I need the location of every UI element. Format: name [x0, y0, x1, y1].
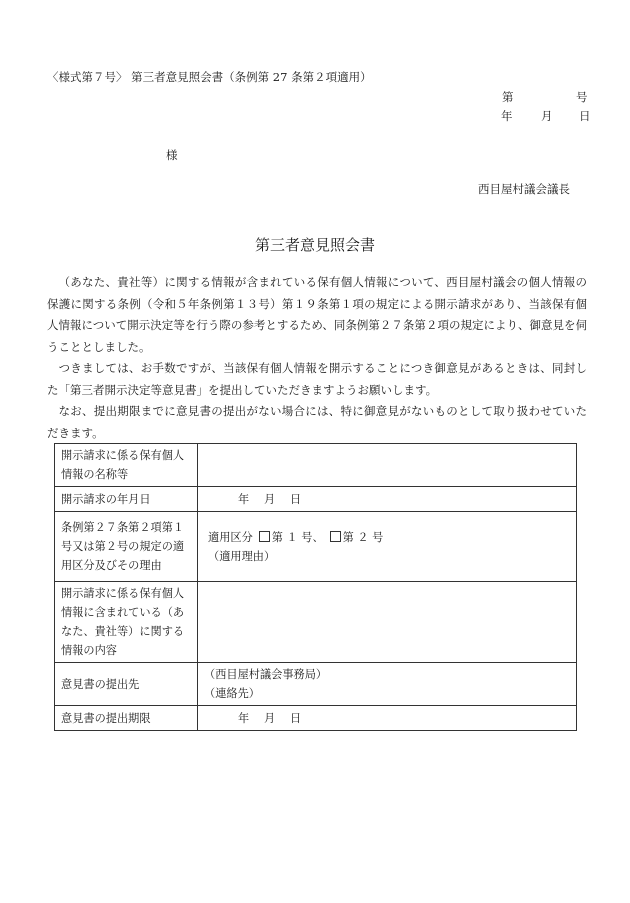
row-label-submit-to: 意見書の提出先 — [55, 663, 198, 706]
request-year: 年 — [238, 492, 250, 506]
info-table — [54, 443, 577, 731]
row-label-category: 条例第２７条第２項第１号又は第２号の規定の適用区分及びその理由 — [55, 512, 198, 582]
row-label-request-date: 開示請求の年月日 — [55, 487, 198, 512]
table-row — [55, 582, 577, 663]
option-1-label: 第 １ 号、 — [271, 530, 324, 544]
table-row — [55, 444, 577, 487]
option-2-label: 第 ２ 号 — [342, 530, 384, 544]
sender: 西目屋村議会議長 — [478, 182, 570, 196]
checkbox-option-1[interactable] — [259, 531, 270, 542]
request-day: 日 — [290, 492, 302, 506]
checkbox-option-2[interactable] — [330, 531, 341, 542]
addressee-suffix: 様 — [166, 148, 178, 162]
document-number-prefix: 第 — [502, 90, 514, 104]
body-paragraph-1: （あなた、貴社等）に関する情報が含まれている保有個人情報について、西目屋村議会の個人情報の保護に関する条例（令和５年条例第１３号）第１９条第１項の規定による開示請求があり、当該保有個人情報について開示決定等を行う際の参考とするため、同条例第２７条第２項の規定により、御意見を伺うこととしました。 — [47, 275, 587, 354]
table-row — [55, 512, 577, 582]
deadline-month: 月 — [264, 711, 276, 725]
request-month: 月 — [264, 492, 276, 506]
row-value-info-name[interactable] — [198, 444, 577, 487]
body-paragraph-3: なお、提出期限までに意見書の提出がない場合には、特に御意見がないものとして取り扱わせていただきます。 — [47, 404, 587, 440]
table-row — [55, 663, 577, 706]
category-line — [208, 528, 570, 547]
row-label-info-name: 開示請求に係る保有個人情報の名称等 — [55, 444, 198, 487]
table-row — [55, 706, 577, 731]
body-paragraph-2: つきましては、お手数ですが、当該保有個人情報を開示することにつき御意見があるときは、同封した「第三者開示決定等意見書」を提出していただきますようお願いします。 — [47, 361, 587, 397]
deadline-year: 年 — [238, 711, 250, 725]
row-value-deadline[interactable] — [198, 706, 577, 731]
document-title: 第三者意見照会書 — [254, 236, 375, 254]
date-year: 年 — [501, 109, 513, 123]
date-day: 日 — [579, 109, 591, 123]
row-value-category — [198, 512, 577, 582]
row-label-deadline: 意見書の提出期限 — [55, 706, 198, 731]
date-month: 月 — [541, 109, 553, 123]
form-label: 〈様式第７号〉 第三者意見照会書（条例第 27 条第２項適用） — [47, 70, 372, 84]
row-value-submit-to — [198, 663, 577, 706]
row-value-request-date[interactable] — [198, 487, 577, 512]
document-date — [501, 108, 591, 124]
row-value-info-content[interactable] — [198, 582, 577, 663]
deadline-day: 日 — [290, 711, 302, 725]
submit-office: （西目屋村議会事務局） — [204, 668, 328, 681]
row-label-info-content: 開示請求に係る保有個人情報に含まれている（あなた、貴社等）に関する情報の内容 — [55, 582, 198, 663]
category-label: 適用区分 — [208, 530, 253, 544]
document-number-suffix: 号 — [576, 90, 588, 104]
table-row — [55, 487, 577, 512]
reason-label: （適用理由） — [208, 549, 276, 563]
submit-contact: （連絡先） — [204, 687, 260, 700]
body-text — [47, 272, 587, 444]
